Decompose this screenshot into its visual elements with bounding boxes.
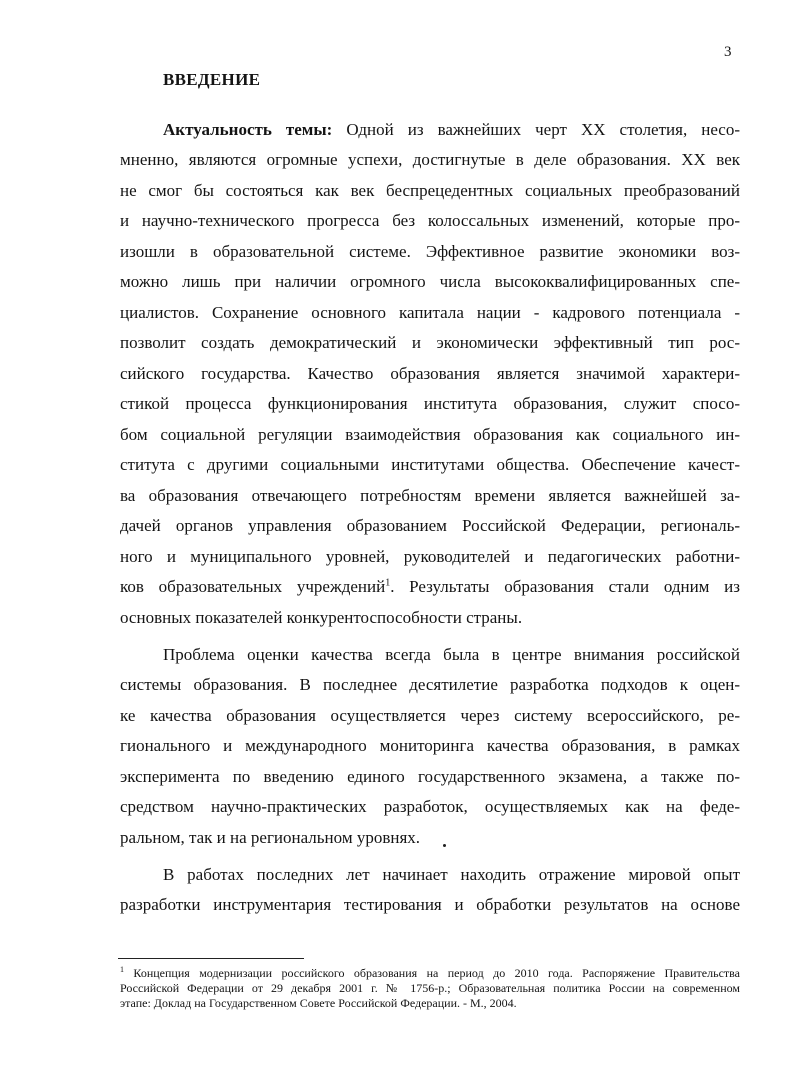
footnote-line: Российской Федерации от 29 декабря 2001 г. № 1756-р.; Образовательная политика России на современном [120,981,740,995]
lead-bold: Актуальность темы: [163,120,333,139]
body-line: ва образования отвечающего потребностям времени является важнейшей за- [120,486,740,505]
line-text: Одной из важнейших черт XX столетия, несо- [346,120,740,139]
body-line [163,115,740,145]
line-text: Концепция модернизации российского образования на период до 2010 года. Распоряжение Правительства [133,966,740,980]
body-line: основных показателей конкурентоспособности страны. [120,608,523,627]
footnote-reference[interactable]: 1 [385,577,391,589]
body-line: ральном, так и на региональном уровнях. [120,828,421,847]
footnote-marker: 1 [120,965,124,974]
footnote-line [120,966,740,981]
body-line: мненно, являются огромные успехи, достигнутые в деле образования. XX век [120,150,740,169]
footnote-line: этапе: Доклад на Государственном Совете Российской Федерации. - М., 2004. [120,996,517,1010]
body-line: дачей органов управления образованием Российской Федерации, региональ- [120,516,740,535]
line-text: ков образовательных учреждений [120,577,386,596]
body-line: и научно-технического прогресса без колоссальных изменений, которые про- [120,211,740,230]
body-line: ного и муниципального уровней, руководителей и педагогических работни- [120,547,740,566]
body-line: позволит создать демократический и экономически эффективный тип рос- [120,333,740,352]
footnote-divider [118,958,304,959]
body-line: системы образования. В последнее десятилетие разработка подходов к оцен- [120,675,740,694]
line-text: . Результаты образования стали одним из [390,577,740,596]
body-line: циалистов. Сохранение основного капитала нации - кадрового потенциала - [120,303,740,322]
body-line: сийского государства. Качество образования является значимой характери- [120,364,740,383]
body-line: гионального и международного мониторинга качества образования, в рамках [120,736,740,755]
body-line: стикой процесса функционирования института образования, служит спосо- [120,394,740,413]
body-line: ке качества образования осуществляется через систему всероссийского, ре- [120,706,740,725]
page-number: 3 [724,44,732,60]
body-line: средством научно-практических разработок, осуществляемых как на феде- [120,797,740,816]
body-line [120,572,740,602]
body-line: не смог бы состояться как век беспрецедентных социальных преобразований [120,181,740,200]
body-line: разработки инструментария тестирования и обработки результатов на основе [120,895,740,914]
body-line: В работах последних лет начинает находить отражение мировой опыт [163,865,740,884]
body-line: эксперимента по введению единого государственного экзамена, а также по- [120,767,740,786]
body-line: ститута с другими социальными институтами общества. Обеспечение качест- [120,455,740,474]
body-line: можно лишь при наличии огромного числа высококвалифицированных спе- [120,272,740,291]
body-line: изошли в образовательной системе. Эффективное развитие экономики воз- [120,242,740,261]
scan-dot-mark [443,844,446,847]
body-line: бом социальной регуляции взаимодействия образования как социального ин- [120,425,740,444]
page-heading: ВВЕДЕНИЕ [163,70,261,89]
body-line: Проблема оценки качества всегда была в центре внимания российской [163,645,740,664]
